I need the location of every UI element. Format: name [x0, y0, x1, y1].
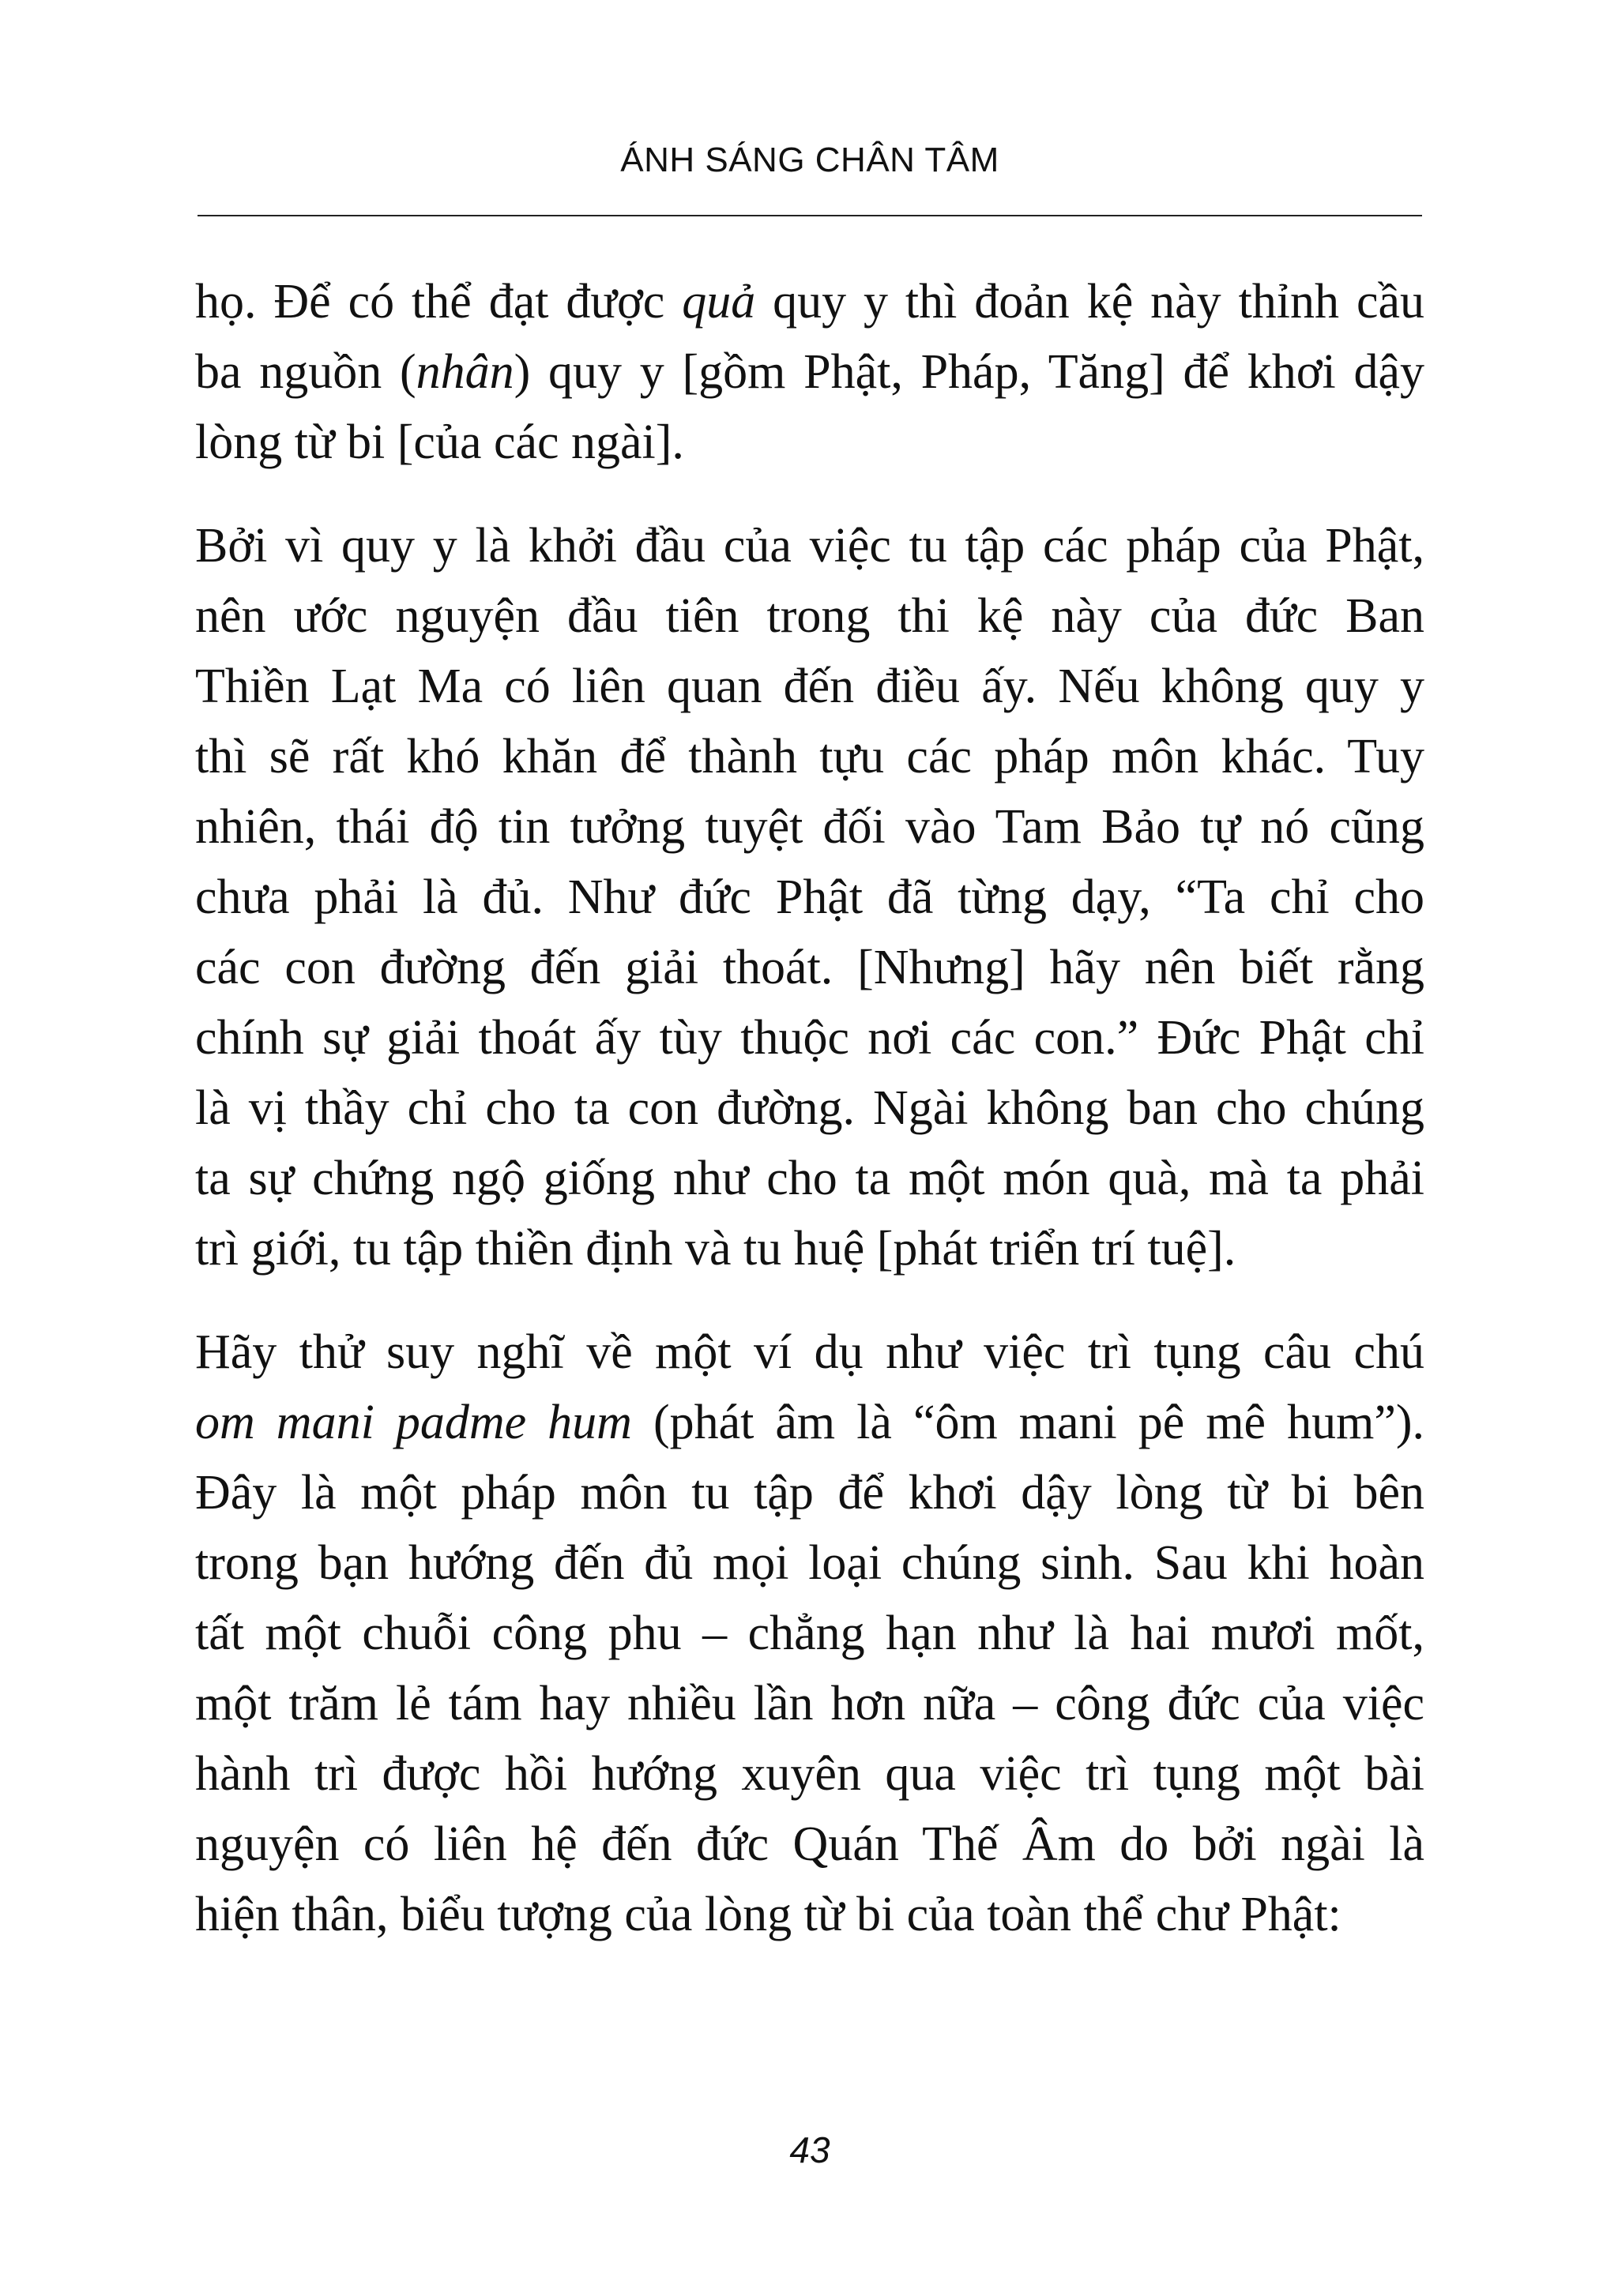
text-line: hành trì được hồi hướng xuyên qua việc trì tụng một bài	[195, 1747, 1424, 1801]
text-line: Thiền Lạt Ma có liên quan đến điều ấy. Nếu không quy y	[195, 659, 1424, 713]
italic-term: nhân	[416, 345, 514, 399]
page-number: 43	[789, 2129, 830, 2170]
text-line: om mani padme hum (phát âm là “ôm mani pê mê hum”).	[195, 1396, 1424, 1449]
text-line: họ. Để có thể đạt được quả quy y thì đoản kệ này thỉnh cầu	[195, 275, 1424, 329]
text-line: nhiên, thái độ tin tưởng tuyệt đối vào Tam Bảo tự nó cũng	[195, 800, 1424, 854]
text-line: tất một chuỗi công phu – chẳng hạn như là hai mươi mốt,	[195, 1606, 1424, 1660]
text-line: thì sẽ rất khó khăn để thành tựu các pháp môn khác. Tuy	[195, 730, 1424, 783]
text-line: Bởi vì quy y là khởi đầu của việc tu tập các pháp của Phật,	[195, 519, 1424, 573]
running-header: ÁNH SÁNG CHÂN TÂM	[620, 141, 999, 179]
text-line: ta sự chứng ngộ giống như cho ta một món quà, mà ta phải	[195, 1152, 1424, 1205]
paragraph-1	[195, 267, 1424, 478]
italic-term: om mani padme hum	[195, 1396, 632, 1449]
header-divider	[198, 215, 1422, 216]
text-line: các con đường đến giải thoát. [Nhưng] hãy nên biết rằng	[195, 941, 1424, 994]
italic-term: quả	[682, 275, 756, 329]
text-line: Đây là một pháp môn tu tập để khơi dậy lòng từ bi bên	[195, 1466, 1424, 1520]
text-line: hiện thân, biểu tượng của lòng từ bi của toàn thể chư Phật:	[195, 1888, 1341, 1941]
text-line: ba nguồn (nhân) quy y [gồm Phật, Pháp, Tăng] để khơi dậy	[195, 345, 1424, 399]
body-text	[195, 267, 1424, 1983]
paragraph-3	[195, 1317, 1424, 1950]
text-line: nên ước nguyện đầu tiên trong thi kệ này của đức Ban	[195, 589, 1424, 643]
text-line: chính sự giải thoát ấy tùy thuộc nơi các con.” Đức Phật chỉ	[195, 1011, 1424, 1065]
text-line: Hãy thử suy nghĩ về một ví dụ như việc trì tụng câu chú	[195, 1325, 1424, 1379]
text-line: một trăm lẻ tám hay nhiều lần hơn nữa – công đức của việc	[195, 1677, 1424, 1730]
text-line: là vị thầy chỉ cho ta con đường. Ngài không ban cho chúng	[195, 1081, 1424, 1135]
text-line: chưa phải là đủ. Như đức Phật đã từng dạy, “Ta chỉ cho	[195, 870, 1424, 924]
text-line: trì giới, tu tập thiền định và tu huệ [phát triển trí tuệ].	[195, 1222, 1236, 1276]
paragraph-2	[195, 511, 1424, 1284]
text-line: trong bạn hướng đến đủ mọi loại chúng sinh. Sau khi hoàn	[195, 1536, 1424, 1590]
text-line: nguyện có liên hệ đến đức Quán Thế Âm do bởi ngài là	[195, 1817, 1424, 1871]
text-line: lòng từ bi [của các ngài].	[195, 415, 684, 469]
